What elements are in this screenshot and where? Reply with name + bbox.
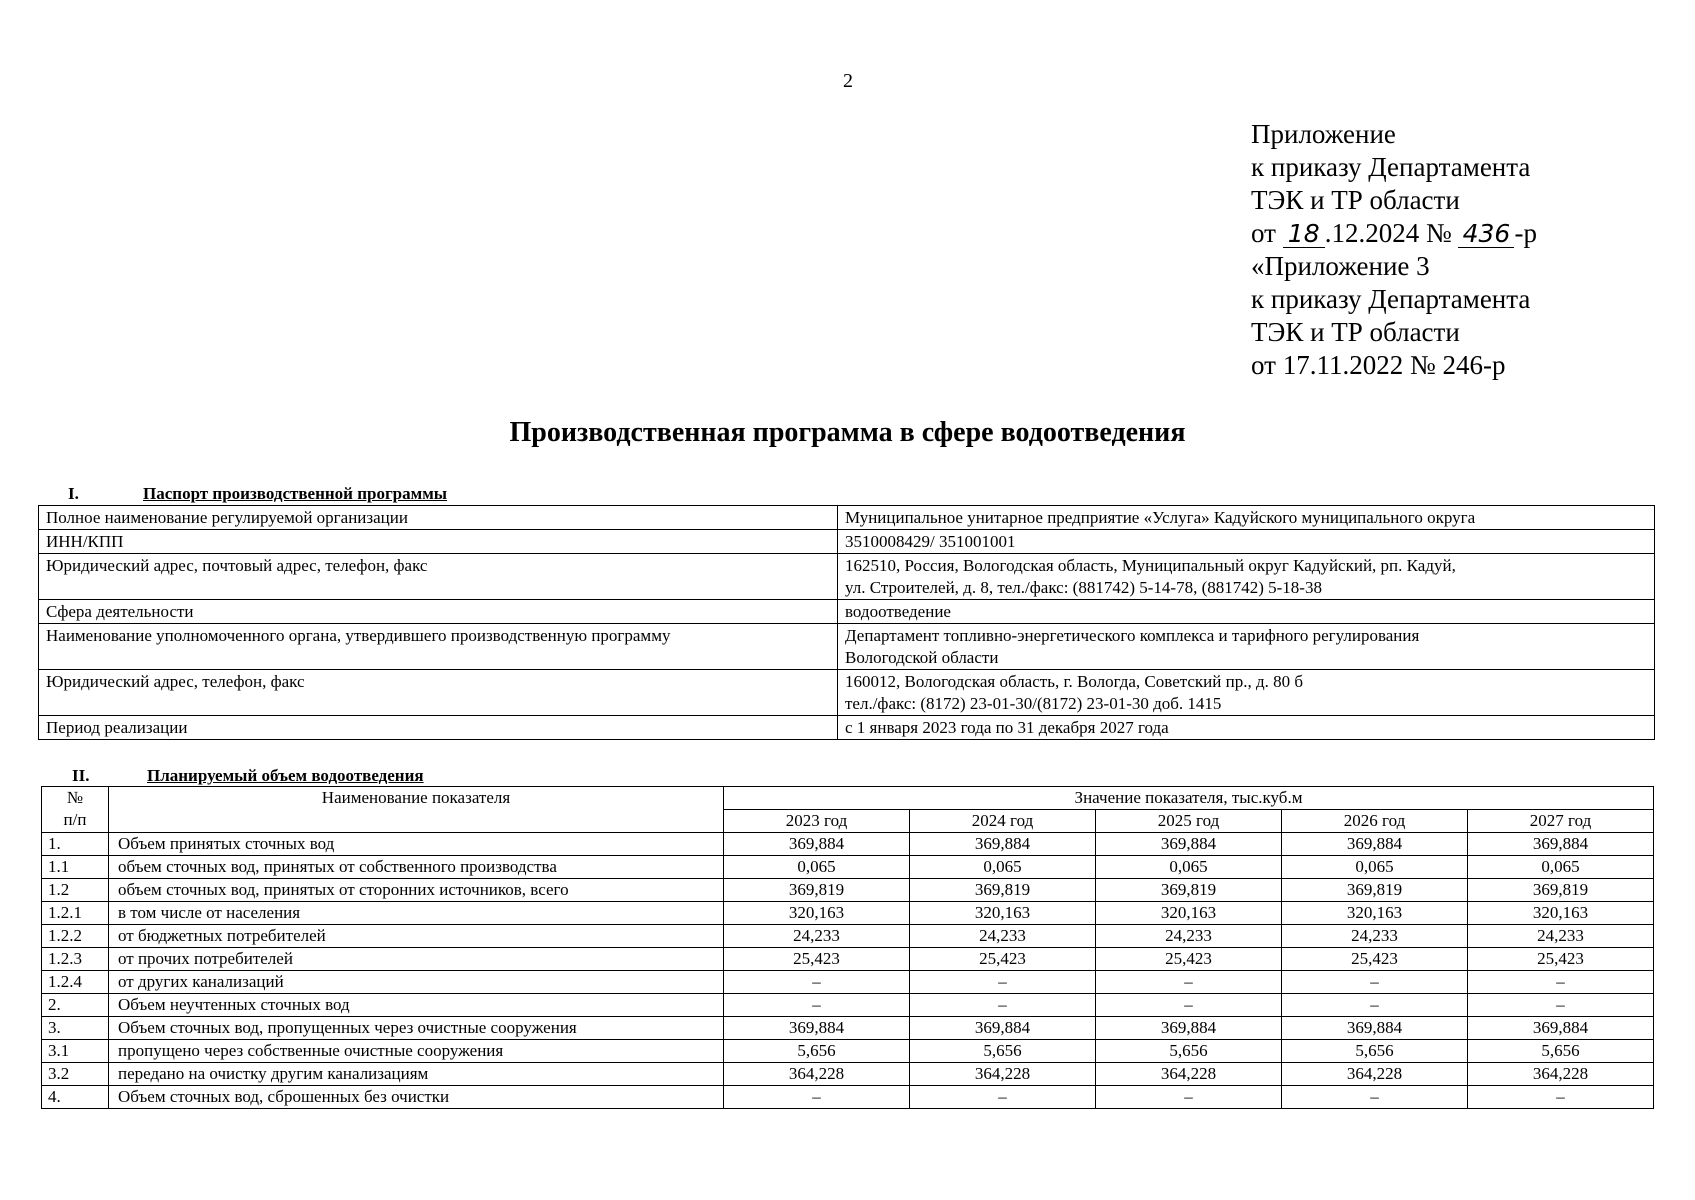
row-value: – <box>724 971 910 994</box>
column-header-number <box>42 787 109 833</box>
appendix-line: «Приложение 3 <box>1251 251 1430 281</box>
passport-table <box>38 505 1655 740</box>
row-value: – <box>1096 994 1282 1017</box>
row-value: 5,656 <box>1282 1040 1468 1063</box>
table-row <box>42 833 1654 856</box>
row-value: 320,163 <box>1096 902 1282 925</box>
table-row <box>42 1017 1654 1040</box>
row-name: Объем сточных вод, пропущенных через очистные сооружения <box>109 1017 724 1040</box>
row-name: Объем принятых сточных вод <box>109 833 724 856</box>
row-value: – <box>910 994 1096 1017</box>
handwritten-day: 18 <box>1283 221 1325 248</box>
section-heading-volume <box>72 766 424 786</box>
order-date-rest: .12.2024 № <box>1324 218 1459 248</box>
row-value: 364,228 <box>1468 1063 1654 1086</box>
passport-value-line: Департамент топливно-энергетического комплекса и тарифного регулирования <box>845 626 1420 645</box>
passport-value-line: ул. Строителей, д. 8, тел./факс: (881742) 5-14-78, (881742) 5-18-38 <box>845 578 1322 597</box>
row-value: 369,819 <box>724 879 910 902</box>
appendix-line: к приказу Департамента <box>1251 284 1531 314</box>
row-value: 369,884 <box>724 833 910 856</box>
num-line2: п/п <box>63 810 87 829</box>
row-value: 369,819 <box>1096 879 1282 902</box>
appendix-line: к приказу Департамента <box>1251 152 1531 182</box>
row-value: 369,884 <box>1468 833 1654 856</box>
table-row <box>42 902 1654 925</box>
row-value: – <box>724 994 910 1017</box>
passport-label: Юридический адрес, телефон, факс <box>39 670 838 716</box>
appendix-header <box>1251 118 1537 382</box>
row-value: 24,233 <box>1282 925 1468 948</box>
row-value: 369,819 <box>910 879 1096 902</box>
column-header-year: 2025 год <box>1096 810 1282 833</box>
column-header-year: 2023 год <box>724 810 910 833</box>
row-code: 1.2.2 <box>42 925 109 948</box>
passport-row <box>39 506 1655 530</box>
passport-row <box>39 600 1655 624</box>
passport-row <box>39 530 1655 554</box>
row-code: 1.2 <box>42 879 109 902</box>
row-value: – <box>1468 1086 1654 1109</box>
row-value: – <box>1096 1086 1282 1109</box>
row-name: Объем неучтенных сточных вод <box>109 994 724 1017</box>
row-value: – <box>724 1086 910 1109</box>
row-value: 0,065 <box>1282 856 1468 879</box>
row-name: пропущено через собственные очистные сооружения <box>109 1040 724 1063</box>
row-value: 369,884 <box>1468 1017 1654 1040</box>
row-value: 369,884 <box>1096 833 1282 856</box>
row-value: 369,884 <box>1282 833 1468 856</box>
table-row <box>42 994 1654 1017</box>
row-value: 369,884 <box>724 1017 910 1040</box>
row-value: – <box>1282 1086 1468 1109</box>
table-row <box>42 948 1654 971</box>
row-name: объем сточных вод, принятых от сторонних источников, всего <box>109 879 724 902</box>
row-value: 0,065 <box>1096 856 1282 879</box>
row-value: 320,163 <box>724 902 910 925</box>
table-row <box>42 856 1654 879</box>
passport-label: ИНН/КПП <box>39 530 838 554</box>
row-code: 4. <box>42 1086 109 1109</box>
order-date-line <box>1251 217 1537 250</box>
passport-value <box>838 716 1655 740</box>
passport-label: Период реализации <box>39 716 838 740</box>
passport-value <box>838 554 1655 600</box>
row-value: 5,656 <box>910 1040 1096 1063</box>
document-title: Производственная программа в сфере водоотведения <box>509 417 1186 448</box>
passport-row <box>39 554 1655 600</box>
row-value: 25,423 <box>1282 948 1468 971</box>
section-title: Паспорт производственной программы <box>143 484 448 503</box>
passport-label: Полное наименование регулируемой организации <box>39 506 838 530</box>
column-header-name: Наименование показателя <box>109 787 724 833</box>
passport-row <box>39 670 1655 716</box>
order-prefix: от <box>1251 218 1283 248</box>
row-value: 320,163 <box>1282 902 1468 925</box>
section-title: Планируемый объем водоотведения <box>147 766 424 785</box>
row-value: – <box>1282 971 1468 994</box>
column-header-year: 2026 год <box>1282 810 1468 833</box>
column-header-year: 2027 год <box>1468 810 1654 833</box>
passport-value <box>838 530 1655 554</box>
order-suffix: -р <box>1514 218 1537 248</box>
appendix-line: Приложение <box>1251 119 1396 149</box>
passport-value-line: водоотведение <box>845 602 951 621</box>
row-code: 1.2.1 <box>42 902 109 925</box>
section-heading-passport <box>68 484 447 504</box>
passport-value-line: с 1 января 2023 года по 31 декабря 2027 года <box>845 718 1169 737</box>
passport-value <box>838 506 1655 530</box>
row-code: 1.1 <box>42 856 109 879</box>
passport-value <box>838 670 1655 716</box>
row-name: Объем сточных вод, сброшенных без очистки <box>109 1086 724 1109</box>
column-header-year: 2024 год <box>910 810 1096 833</box>
row-value: 24,233 <box>1096 925 1282 948</box>
passport-label: Наименование уполномоченного органа, утвердившего производственную программу <box>39 624 838 670</box>
row-value: 0,065 <box>724 856 910 879</box>
row-value: 364,228 <box>1282 1063 1468 1086</box>
row-name: от других канализаций <box>109 971 724 994</box>
row-value: 25,423 <box>910 948 1096 971</box>
row-code: 2. <box>42 994 109 1017</box>
row-value: 24,233 <box>910 925 1096 948</box>
row-value: 0,065 <box>1468 856 1654 879</box>
row-value: – <box>1096 971 1282 994</box>
table-header-row <box>42 787 1654 810</box>
passport-value <box>838 600 1655 624</box>
row-value: 364,228 <box>910 1063 1096 1086</box>
row-value: 5,656 <box>1096 1040 1282 1063</box>
passport-value-line: 162510, Россия, Вологодская область, Муниципальный округ Кадуйский, рп. Кадуй, <box>845 556 1456 575</box>
passport-label: Юридический адрес, почтовый адрес, телефон, факс <box>39 554 838 600</box>
row-value: 25,423 <box>1096 948 1282 971</box>
row-value: 0,065 <box>910 856 1096 879</box>
section-number: II. <box>72 766 90 785</box>
table-row <box>42 879 1654 902</box>
passport-value <box>838 624 1655 670</box>
row-value: 5,656 <box>724 1040 910 1063</box>
row-value: 24,233 <box>724 925 910 948</box>
table-row <box>42 1063 1654 1086</box>
row-value: 369,884 <box>910 1017 1096 1040</box>
row-value: 320,163 <box>1468 902 1654 925</box>
row-value: 369,884 <box>910 833 1096 856</box>
appendix-line: ТЭК и ТР области <box>1251 317 1460 347</box>
row-name: объем сточных вод, принятых от собственного производства <box>109 856 724 879</box>
passport-value-line: 3510008429/ 351001001 <box>845 532 1016 551</box>
row-code: 3. <box>42 1017 109 1040</box>
row-name: в том числе от населения <box>109 902 724 925</box>
row-value: 320,163 <box>910 902 1096 925</box>
passport-label: Сфера деятельности <box>39 600 838 624</box>
row-name: от бюджетных потребителей <box>109 925 724 948</box>
row-value: 369,819 <box>1468 879 1654 902</box>
row-name: передано на очистку другим канализациям <box>109 1063 724 1086</box>
row-code: 1.2.4 <box>42 971 109 994</box>
passport-row <box>39 716 1655 740</box>
row-value: – <box>1468 971 1654 994</box>
row-value: – <box>910 1086 1096 1109</box>
appendix-line: от 17.11.2022 № 246-р <box>1251 350 1506 380</box>
num-line1: № <box>66 788 84 807</box>
row-value: – <box>910 971 1096 994</box>
volume-table <box>41 786 1654 1109</box>
row-value: – <box>1468 994 1654 1017</box>
page-number: 2 <box>843 70 853 92</box>
appendix-line: ТЭК и ТР области <box>1251 185 1460 215</box>
row-value: 5,656 <box>1468 1040 1654 1063</box>
table-row <box>42 1040 1654 1063</box>
row-value: 364,228 <box>724 1063 910 1086</box>
handwritten-order-number: 436 <box>1458 221 1514 248</box>
row-value: 369,819 <box>1282 879 1468 902</box>
row-code: 3.1 <box>42 1040 109 1063</box>
row-value: 364,228 <box>1096 1063 1282 1086</box>
table-row <box>42 971 1654 994</box>
passport-value-line: Вологодской области <box>845 648 999 667</box>
row-value: 25,423 <box>724 948 910 971</box>
passport-row <box>39 624 1655 670</box>
row-value: 369,884 <box>1096 1017 1282 1040</box>
row-code: 3.2 <box>42 1063 109 1086</box>
passport-value-line: Муниципальное унитарное предприятие «Услуга» Кадуйского муниципального округа <box>845 508 1476 527</box>
row-value: – <box>1282 994 1468 1017</box>
table-row <box>42 1086 1654 1109</box>
passport-value-line: тел./факс: (8172) 23-01-30/(8172) 23-01-30 доб. 1415 <box>845 694 1222 713</box>
row-code: 1. <box>42 833 109 856</box>
row-code: 1.2.3 <box>42 948 109 971</box>
row-value: 369,884 <box>1282 1017 1468 1040</box>
table-row <box>42 925 1654 948</box>
row-value: 24,233 <box>1468 925 1654 948</box>
column-header-value-group: Значение показателя, тыс.куб.м <box>724 787 1654 810</box>
section-number: I. <box>68 484 79 503</box>
row-name: от прочих потребителей <box>109 948 724 971</box>
row-value: 25,423 <box>1468 948 1654 971</box>
passport-value-line: 160012, Вологодская область, г. Вологда, Советский пр., д. 80 б <box>845 672 1304 691</box>
